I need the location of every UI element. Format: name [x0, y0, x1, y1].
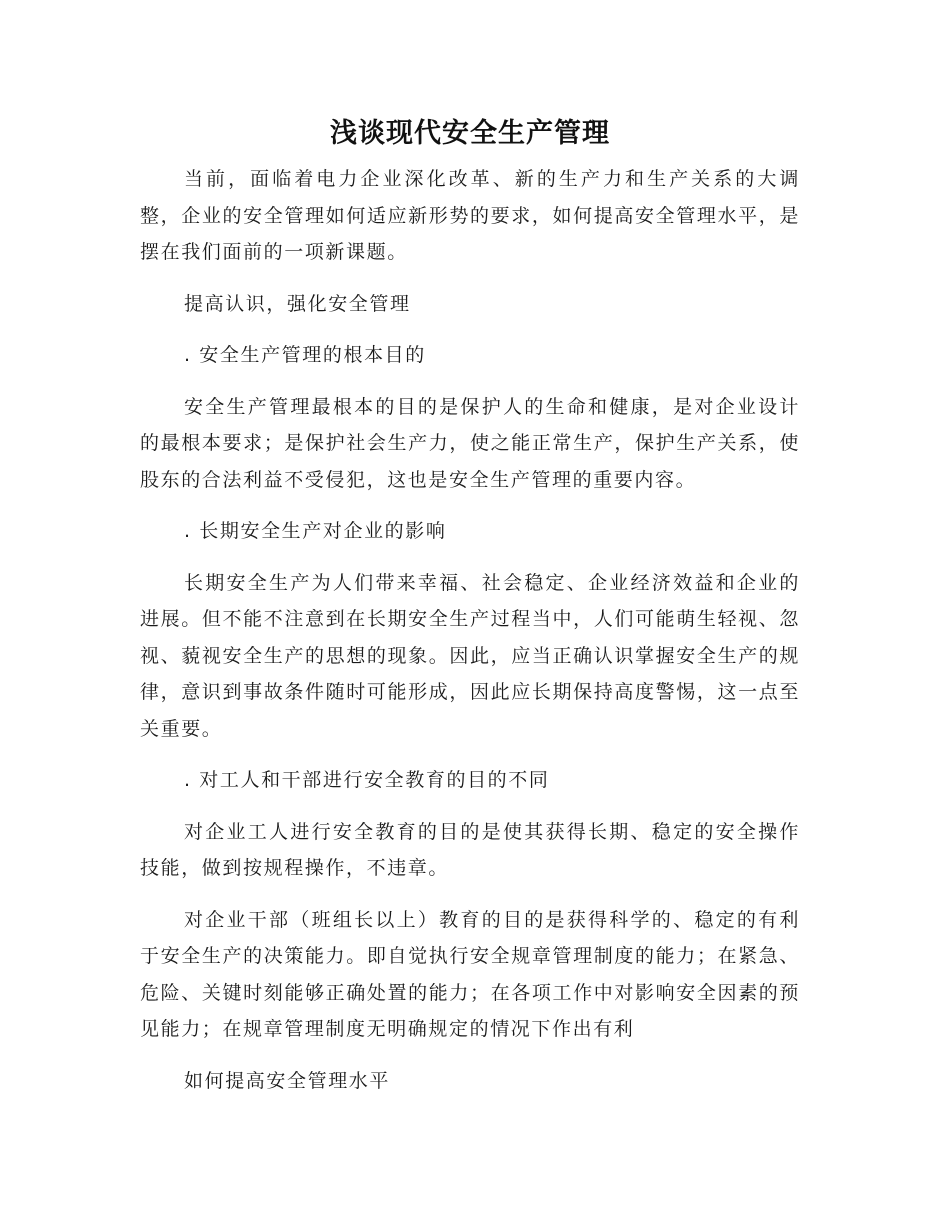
document-page [140, 112, 800, 1114]
paragraph-long-term-impact: 长期安全生产为人们带来幸福、社会稳定、企业经济效益和企业的进展。但不能不注意到在长期安全生产过程当中，人们可能萌生轻视、忽视、藐视安全生产的思想的现象。因此，应当正确认识掌握安全生产的规律，意识到事故条件随时可能形成，因此应长期保持高度警惕，这一点至关重要。 [140, 571, 800, 740]
section-heading-improve-level: 如何提高安全管理水平 [184, 1069, 391, 1092]
section-heading-awareness: 提高认识，强化安全管理 [184, 292, 411, 315]
paragraph-fundamental-purpose: 安全生产管理最根本的目的是保护人的生命和健康，是对企业设计的最根本要求；是保护社会生产力，使之能正常生产，保护生产关系，使股东的合法利益不受侵犯，这也是安全生产管理的重要内容。 [140, 395, 800, 491]
subheading-fundamental-purpose: . 安全生产管理的根本目的 [184, 344, 426, 366]
document-title: 浅谈现代安全生产管理 [330, 118, 610, 149]
paragraph-worker-education: 对企业工人进行安全教育的目的是使其获得长期、稳定的安全操作技能，做到按规程操作，不违章。 [140, 820, 800, 879]
subheading-long-term-impact: . 长期安全生产对企业的影响 [184, 520, 447, 542]
paragraph-cadre-education: 对企业干部（班组长以上）教育的目的是获得科学的、稳定的有利于安全生产的决策能力。即自觉执行安全规章管理制度的能力；在紧急、危险、关键时刻能够正确处置的能力；在各项工作中对影响安全因素的预见能力；在规章管理制度无明确规定的情况下作出有利 [140, 908, 800, 1040]
subheading-education-difference: . 对工人和干部进行安全教育的目的不同 [184, 769, 550, 791]
intro-paragraph: 当前，面临着电力企业深化改革、新的生产力和生产关系的大调整，企业的安全管理如何适应新形势的要求，如何提高安全管理水平，是摆在我们面前的一项新课题。 [140, 168, 800, 263]
